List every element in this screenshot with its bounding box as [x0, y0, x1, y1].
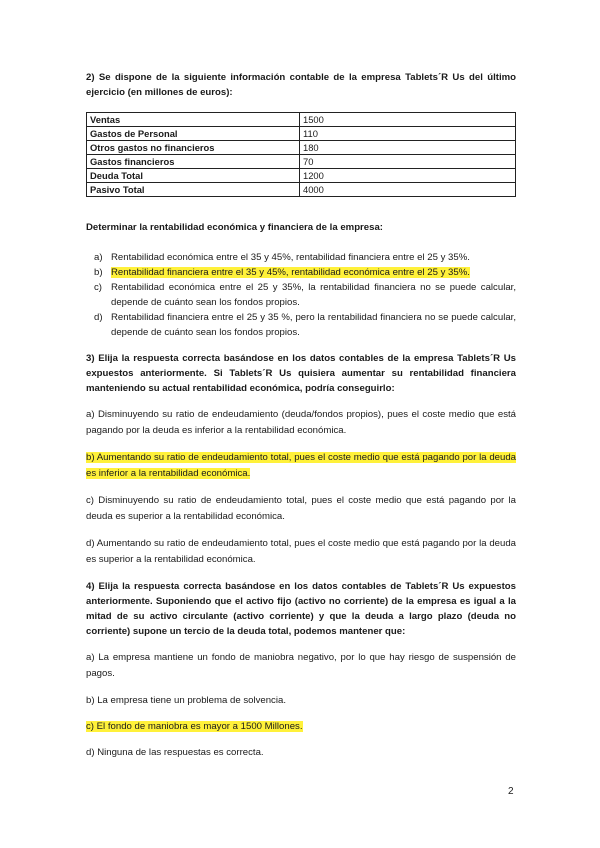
- table-value: 110: [300, 127, 516, 141]
- q2-option-a: a) Rentabilidad económica entre el 35 y 45%, rentabilidad financiera entre el 25 y 35%.: [94, 252, 470, 263]
- q4-option-d: d) Ninguna de las respuestas es correcta.: [86, 747, 264, 758]
- q3-option-b: [86, 450, 516, 482]
- table-label: Gastos de Personal: [87, 127, 300, 141]
- table-row: [87, 141, 516, 155]
- table-label: Pasivo Total: [87, 183, 300, 197]
- q3-option-a: a) Disminuyendo su ratio de endeudamiento (deuda/fondos propios), pues el coste medio que está pagando por la deuda es inferior a la rentabilidad económica.: [86, 409, 516, 436]
- q4-number: 4): [86, 581, 95, 592]
- table-label: Deuda Total: [87, 169, 300, 183]
- table-row: [87, 127, 516, 141]
- q2-option-b: b) Rentabilidad financiera entre el 35 y 45%, rentabilidad económica entre el 25 y 35%.: [94, 267, 470, 278]
- table-row: [87, 155, 516, 169]
- q2-option-d: d) Rentabilidad financiera entre el 25 y 35 %, pero la rentabilidad financiera no se puede calcular, depende de cuánto sean los fondos propios.: [94, 312, 516, 338]
- q4-option-a: a) La empresa mantiene un fondo de maniobra negativo, por lo que hay riesgo de suspensión de pagos.: [86, 652, 516, 679]
- q4-option-b: b) La empresa tiene un problema de solvencia.: [86, 695, 286, 706]
- table-value: 1500: [300, 113, 516, 127]
- table-value: 4000: [300, 183, 516, 197]
- table-value: 180: [300, 141, 516, 155]
- q2-number: 2): [86, 72, 95, 83]
- table-label: Ventas: [87, 113, 300, 127]
- q2-option-b-highlight: Rentabilidad financiera entre el 35 y 45%, rentabilidad económica entre el 25 y 35%.: [111, 267, 470, 278]
- q2-options: [86, 250, 516, 340]
- q2-intro: 2) Se dispone de la siguiente información contable de la empresa Tablets´R Us del último ejercicio (en millones de euros):: [86, 72, 516, 98]
- q3-option-d: d) Aumentando su ratio de endeudamiento total, pues el coste medio que está pagando por la deuda es superior a la rentabilidad económica.: [86, 538, 516, 565]
- accounting-table: [86, 112, 516, 197]
- table-label: Otros gastos no financieros: [87, 141, 300, 155]
- q4-option-c: [86, 719, 516, 734]
- table-value: 70: [300, 155, 516, 169]
- table-row: [87, 169, 516, 183]
- table-row: [87, 113, 516, 127]
- q3-intro: 3) Elija la respuesta correcta basándose en los datos contables de la empresa Tablets´R Us expuestos anteriormente. Si Tablets´R Us quisiera aumentar su rentabilidad financiera manteniendo su actual rentabilidad económica, podría conseguirlo:: [86, 353, 517, 394]
- table-row: [87, 183, 516, 197]
- q4-option-c-highlight: c) El fondo de maniobra es mayor a 1500 Millones.: [86, 721, 303, 732]
- q4-intro: 4) Elija la respuesta correcta basándose en los datos contables de Tablets´R Us expuestos anteriormente. Suponiendo que el activo fijo (activo no corriente) de la empresa es igual a la mitad de su activo circulante (activo corriente) y que la deuda a largo plazo (deuda no corriente) supone un tercio de la deuda total, podemos mantener que:: [86, 581, 516, 637]
- q2-prompt: Determinar la rentabilidad económica y financiera de la empresa:: [86, 222, 383, 233]
- page-number: 2: [508, 786, 514, 797]
- q3-option-c: c) Disminuyendo su ratio de endeudamiento total, pues el coste medio que está pagando por la deuda es superior a la rentabilidad económica.: [86, 495, 516, 522]
- q3-number: 3): [86, 353, 95, 364]
- document-page: [86, 70, 516, 760]
- table-value: 1200: [300, 169, 516, 183]
- table-label: Gastos financieros: [87, 155, 300, 169]
- q3-option-b-highlight: b) Aumentando su ratio de endeudamiento total, pues el coste medio que está pagando por la deuda es inferior a la rentabilidad económica.: [86, 452, 516, 479]
- q2-option-c: c) Rentabilidad económica entre el 25 y 35%, la rentabilidad financiera no se puede calcular, depende de cuánto sean los fondos propios.: [94, 282, 516, 308]
